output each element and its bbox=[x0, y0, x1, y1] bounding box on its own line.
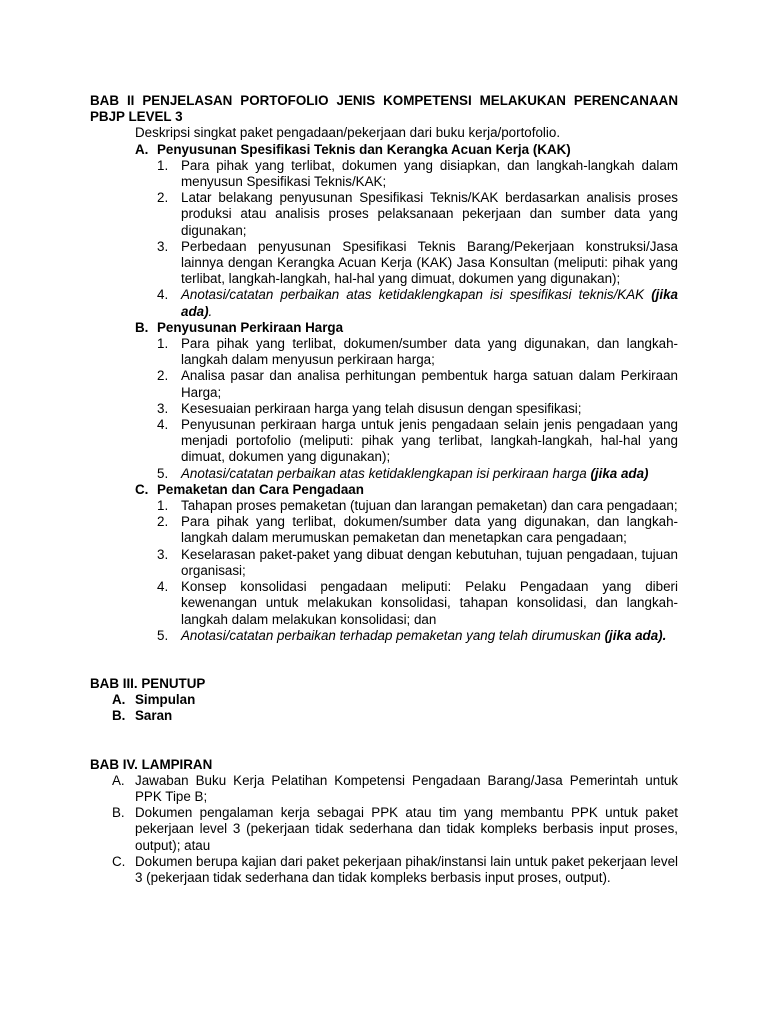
item-label: Jawaban Buku Kerja Pelatihan Kompetensi Pengadaan Barang/Jasa Pemerintah untuk PPK Tipe B; bbox=[135, 772, 678, 804]
item-text-annotation bbox=[181, 287, 678, 319]
list-item bbox=[157, 239, 678, 288]
annotation-end: . bbox=[208, 303, 213, 319]
item-text: Analisa pasar dan analisa perhitungan pembentuk harga satuan dalam Perkiraan Harga; bbox=[181, 368, 678, 400]
annotation-bold-tail: (jika ada) bbox=[181, 287, 678, 319]
item-number: 1. bbox=[157, 498, 169, 514]
section-title: Pemaketan dan Cara Pengadaan bbox=[157, 481, 364, 497]
bab4-heading: BAB IV. LAMPIRAN bbox=[90, 756, 213, 772]
list-item bbox=[157, 498, 678, 514]
document-page bbox=[90, 93, 678, 886]
bab3-item-b bbox=[112, 708, 678, 724]
list-item bbox=[157, 336, 678, 368]
item-text: Latar belakang penyusunan Spesifikasi Teknis/KAK berdasarkan analisis proses produksi atau analisis proses pelaksanaan pekerjaan dan sumber data yang digunakan; bbox=[181, 190, 678, 238]
section-a bbox=[135, 142, 678, 158]
item-number: 2. bbox=[157, 190, 169, 206]
bab2-heading: BAB II PENJELASAN PORTOFOLIO JENIS KOMPETENSI MELAKUKAN PERENCANAAN PBJP LEVEL 3 bbox=[90, 93, 678, 125]
list-item bbox=[157, 368, 678, 400]
item-number: 5. bbox=[157, 627, 169, 643]
section-title: Penyusunan Spesifikasi Teknis dan Kerangka Acuan Kerja (KAK) bbox=[157, 141, 571, 157]
section-c-items bbox=[157, 498, 678, 644]
item-text: Para pihak yang terlibat, dokumen/sumber data yang digunakan, dan langkah-langkah dalam merumuskan pemaketan dan menetapkan cara pengadaan; bbox=[181, 514, 678, 546]
item-text-annotation bbox=[181, 466, 678, 482]
list-item bbox=[157, 579, 678, 628]
item-label: Simpulan bbox=[135, 692, 196, 708]
item-text: Konsep konsolidasi pengadaan meliputi: Pelaku Pengadaan yang diberi kewenangan untuk melakukan konsolidasi, tahapan konsolidasi, dan langkah-langkah dalam melakukan konsolidasi; dan bbox=[181, 579, 678, 627]
item-letter: C. bbox=[112, 853, 126, 869]
item-number: 3. bbox=[157, 400, 169, 416]
item-number: 2. bbox=[157, 368, 169, 384]
item-number: 5. bbox=[157, 465, 169, 481]
list-item bbox=[157, 547, 678, 579]
item-number: 3. bbox=[157, 238, 169, 254]
item-text: Tahapan proses pemaketan (tujuan dan larangan pemaketan) dan cara pengadaan; bbox=[181, 498, 678, 514]
item-label: Dokumen berupa kajian dari paket pekerjaan pihak/instansi lain untuk paket pekerjaan level 3 (pekerjaan tidak sederhana dan tidak kompleks berbasis input proses, output). bbox=[135, 853, 678, 885]
spacer bbox=[90, 644, 678, 676]
list-item bbox=[157, 190, 678, 239]
item-number: 1. bbox=[157, 157, 169, 173]
section-letter: C. bbox=[135, 481, 149, 497]
annotation-text: Anotasi/catatan perbaikan terhadap pemaketan yang telah dirumuskan bbox=[181, 627, 601, 643]
item-letter: B. bbox=[112, 708, 126, 724]
item-number: 1. bbox=[157, 336, 169, 352]
section-b-items bbox=[157, 336, 678, 482]
item-text: Para pihak yang terlibat, dokumen yang disiapkan, dan langkah-langkah dalam menyusun Spesifikasi Teknis/KAK; bbox=[181, 157, 678, 190]
list-item bbox=[157, 158, 678, 190]
item-number: 4. bbox=[157, 417, 169, 433]
list-item bbox=[157, 514, 678, 546]
bab3-item-a bbox=[112, 692, 678, 708]
list-item bbox=[157, 417, 678, 466]
section-letter: A. bbox=[135, 141, 149, 157]
spacer bbox=[90, 725, 678, 757]
item-text: Perbedaan penyusunan Spesifikasi Teknis Barang/Pekerjaan konstruksi/Jasa lainnya dengan Kerangka Acuan Kerja (KAK) Jasa Konsultan (meliputi: pihak yang terlibat, langkah-langkah, hal-hal yang dimuat, dokumen yang digunakan); bbox=[181, 238, 678, 287]
section-c bbox=[135, 482, 678, 498]
section-title: Penyusunan Perkiraan Harga bbox=[157, 319, 344, 335]
section-a-items bbox=[157, 158, 678, 320]
bab2-intro: Deskripsi singkat paket pengadaan/pekerjaan dari buku kerja/portofolio. bbox=[135, 125, 561, 141]
item-letter: A. bbox=[112, 692, 126, 708]
annotation-text: Anotasi/catatan perbaikan atas ketidaklengkapan isi perkiraan harga bbox=[181, 465, 587, 481]
item-number: 4. bbox=[157, 287, 169, 303]
section-letter: B. bbox=[135, 319, 149, 335]
item-label: Dokumen pengalaman kerja sebagai PPK atau tim yang membantu PPK untuk paket pekerjaan level 3 (pekerjaan tidak sederhana dan tidak kompleks berbasis input proses, output); atau bbox=[135, 805, 678, 853]
bab4-item-a bbox=[112, 773, 678, 805]
annotation-bold-tail: (jika ada). bbox=[604, 627, 667, 643]
item-letter: A. bbox=[112, 772, 125, 788]
item-label: Saran bbox=[135, 708, 173, 724]
list-item bbox=[157, 401, 678, 417]
bab4-item-c bbox=[112, 854, 678, 886]
item-letter: B. bbox=[112, 805, 125, 821]
list-item bbox=[157, 628, 678, 644]
annotation-text: Anotasi/catatan perbaikan atas ketidaklengkapan isi spesifikasi teknis/KAK bbox=[181, 287, 645, 303]
item-text: Para pihak yang terlibat, dokumen/sumber data yang digunakan, dan langkah-langkah dalam menyusun perkiraan harga; bbox=[181, 336, 678, 368]
annotation-bold-tail: (jika ada) bbox=[590, 465, 649, 481]
item-number: 3. bbox=[157, 546, 169, 562]
bab3-heading: BAB III. PENUTUP bbox=[90, 675, 206, 691]
item-number: 4. bbox=[157, 579, 169, 595]
item-number: 2. bbox=[157, 514, 169, 530]
item-text: Kesesuaian perkiraan harga yang telah disusun dengan spesifikasi; bbox=[181, 400, 582, 416]
section-b bbox=[135, 320, 678, 336]
bab4-item-b bbox=[112, 805, 678, 854]
item-text-annotation bbox=[181, 628, 678, 644]
list-item bbox=[157, 287, 678, 319]
list-item bbox=[157, 466, 678, 482]
item-text: Keselarasan paket-paket yang dibuat dengan kebutuhan, tujuan pengadaan, tujuan organisasi; bbox=[181, 546, 678, 578]
item-text: Penyusunan perkiraan harga untuk jenis pengadaan selain jenis pengadaan yang menjadi portofolio (meliputi: pihak yang terlibat, langkah-langkah, hal-hal yang dimuat, dokumen yang digunakan); bbox=[181, 417, 678, 465]
